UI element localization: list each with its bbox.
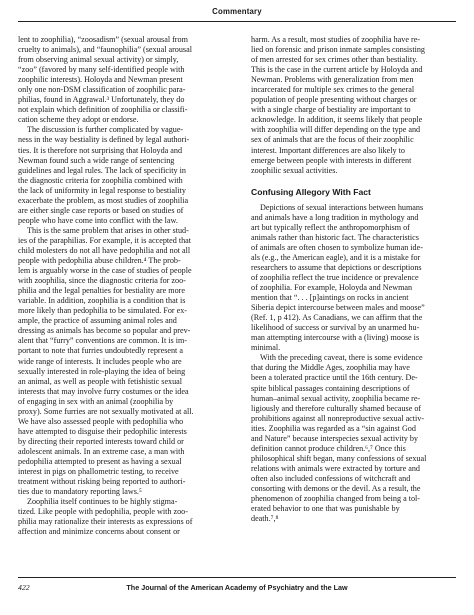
text-line: sexually interested in role-playing the idea of being [18, 366, 186, 376]
text-line: the lack of uniformity in legal response to bestiality [18, 185, 186, 195]
text-line: of animals are often chosen to symbolize human ide- [251, 242, 423, 252]
text-line: “zoo” (favored by many self-identified people with [18, 65, 185, 75]
text-line: philia may rationalize their interests as expressions of [18, 517, 193, 527]
text-line: of engaging in sex with an animal (zoophilia by [18, 396, 174, 406]
section-heading: Confusing Allegory With Fact [251, 186, 371, 197]
text-line: prohibitions against all nonreproductive sexual activ- [251, 413, 425, 423]
text-line: erated behavior to one that was punishable by [251, 504, 400, 514]
text-line: ities. Zoophilia was regarded as a “sin against God [251, 423, 416, 433]
text-line: ties. It is therefore not surprising that Holoyda and [18, 145, 183, 155]
text-line: ies of the paraphilias. For example, it is accepted that [18, 235, 192, 245]
text-line: zoophilic interests). Holoyda and Newman present [18, 75, 183, 85]
text-line: This is the case in the current article by Holoyda and [251, 65, 423, 75]
text-line: of men arrested for sex crimes other than bestiality. [251, 55, 418, 65]
text-line: alent that “furry” conventions are common. It is im- [18, 336, 187, 346]
text-line: acknowledge. In addition, it seems likely that people [251, 115, 423, 125]
text-line: phenomenon of zoophilia changed from being a tol- [251, 494, 420, 504]
text-line: Newman. Problems with generalization from men [251, 75, 414, 85]
text-line: Newman found such a wide range of sentencing [18, 155, 175, 165]
text-line: cation scheme they adopt or endorse. [18, 115, 139, 125]
text-line: We have also assessed people with pedophilia who [18, 416, 184, 426]
text-line: ties due to mandatory reporting laws.⁵ [18, 487, 142, 497]
text-line: human–animal sexual activity, zoophilia became re- [251, 393, 421, 403]
text-line: of zoophilia reflect the true incidence or prevalence [251, 272, 419, 282]
text-line: cruelty to animals), and “faunophilia” (sexual arousal [18, 45, 192, 55]
text-line: spite biblical passages containing descriptions of [251, 383, 410, 393]
text-line: emerge between people with interests in different [251, 155, 412, 165]
text-line: man attempting intercourse with a (living) moose is [251, 333, 420, 343]
text-line: likelihood of success or survival by an unarmed hu- [251, 323, 420, 333]
right-column-top-text [251, 35, 457, 176]
text-line: are either single case reports or based on studies of [18, 205, 184, 215]
text-line: minimal. [251, 343, 281, 353]
text-line: exacerbate the problem, as most studies of zoophilia [18, 195, 189, 205]
running-header: Commentary [212, 7, 262, 16]
text-line: dressing as animals has become so popular and prev- [18, 326, 191, 336]
text-line: philia and the legal penalties for bestiality are more [18, 286, 185, 296]
text-line: only one non-DSM classification of zoophilic para- [18, 85, 186, 95]
text-line: death.⁷,⁸ [251, 514, 279, 524]
text-line: mention that “. . . [p]aintings on rocks in ancient [251, 293, 409, 303]
text-line: incarcerated for multiple sex crimes to the general [251, 85, 415, 95]
text-line: researchers to assume that depictions or descriptions [251, 262, 422, 272]
text-line: the diagnostic criteria for zoophilia combined with [18, 175, 183, 185]
text-line: wide range of interests. It includes people who are [18, 356, 182, 366]
text-line: been a tolerated practice until the 16th century. De- [251, 373, 418, 383]
text-line: with zoophilia, since the diagnostic criteria for zoo- [18, 276, 186, 286]
right-column [251, 35, 457, 524]
text-line: have attempted to disguise their pedophilic interests [18, 426, 187, 436]
text-line: of zoophilia. For example, Holoyda and Newman [251, 283, 413, 293]
text-line: treatment without risking being reported to authori- [18, 477, 186, 487]
journal-title: The Journal of the American Academy of Psychiatry and the Law [126, 583, 348, 592]
text-line: interest in pigs on phallometric testing, to receive [18, 467, 179, 477]
text-line: guidelines and legal rules. The lack of specificity in [18, 165, 186, 175]
text-line: and Nature” because interspecies sexual activity by [251, 433, 418, 443]
text-line: people who have come into conflict with the law. [18, 215, 178, 225]
footer-rule [18, 577, 456, 578]
text-line: Zoophilia itself continues to be highly stigma- [27, 497, 178, 507]
text-line: adolescent animals. In an extreme case, a man with [18, 446, 185, 456]
text-line: philosophical shift began, many confessions of sexual [251, 453, 427, 463]
text-line: by directing their reported interests toward child or [18, 436, 184, 446]
text-line: zoophilic sexual activities. [251, 165, 338, 175]
text-line: more likely than pedophilia to be simulated. For ex- [18, 306, 188, 316]
text-line: from observing animal sexual activity) or simply, [18, 55, 179, 65]
text-line: This is the same problem that arises in other stud- [27, 225, 189, 235]
header-rule [18, 21, 456, 22]
text-line: often also included confessions of witchcraft and [251, 473, 411, 483]
text-line: consorting with demons or the devil. As a result, the [251, 483, 421, 493]
text-line: lem is arguably worse in the case of studies of people [18, 266, 192, 276]
text-line: people with pedophilia abuse children.⁴ The prob- [18, 256, 181, 266]
text-line: with a single charge of bestiality are important to [251, 105, 411, 115]
text-line: affection and minimize concerns about consent or [18, 527, 180, 537]
text-line: philias, found in Aggrawal.³ Unfortunately, they do [18, 95, 185, 105]
text-line: tized. Like people with pedophilia, people with zoo- [18, 507, 188, 517]
text-line: child molesters do not all have pedophilia and not all [18, 245, 191, 255]
text-line: and animals have a long tradition in mythology and [251, 212, 419, 222]
text-line: variable. In addition, zoophilia is a condition that is [18, 296, 186, 306]
right-column-bottom-text [251, 203, 457, 525]
text-line: (Ref. 1, p 412). As Canadians, we can affirm that the [251, 313, 423, 323]
text-line: interest. Important differences are also likely to [251, 145, 405, 155]
text-line: Siberia depict intercourse between males and moose” [251, 303, 425, 313]
text-line: Depictions of sexual interactions between humans [260, 202, 424, 212]
text-line: relations with animals were extracted by torture and [251, 463, 420, 473]
text-line: with zoophilia will differ depending on the type and [251, 125, 421, 135]
text-line: interests that may involve furry costumes or the idea [18, 386, 189, 396]
text-line: definition cannot produce children.⁶,⁷ Once this [251, 443, 406, 453]
text-line: art but typically reflect the anthropomorphism of [251, 222, 410, 232]
text-line: animals rather than historic fact. The characteristics [251, 232, 419, 242]
text-line: portant to note that furries undoubtedly represent a [18, 346, 183, 356]
text-line: With the preceding caveat, there is some evidence [260, 353, 423, 363]
text-line: harm. As a result, most studies of zoophilia have re- [251, 35, 421, 44]
text-line: lent to zoophilia), “zoosadism” (sexual arousal from [18, 35, 188, 44]
left-column [18, 35, 224, 537]
text-line: sex of animals that are the focus of their zoophilic [251, 135, 414, 145]
text-line: lied on forensic and prison inmate samples consisting [251, 45, 425, 55]
text-line: ness in the way bestiality is defined by legal authori- [18, 135, 190, 145]
text-line: ligiously and therefore culturally shamed because of [251, 403, 422, 413]
text-line: pedophilia attempted to present as having a sexual [18, 456, 182, 466]
text-line: an animal, as well as people with fetishistic sexual [18, 376, 183, 386]
page-number: 422 [18, 583, 30, 592]
text-line: not explain which definition of zoophilia or classifi- [18, 105, 188, 115]
text-line: The discussion is further complicated by vague- [27, 125, 184, 135]
text-line: ample, the practice of assuming animal roles and [18, 316, 177, 326]
text-line: that during the Middle Ages, zoophilia may have [251, 363, 410, 373]
text-line: proxy). Some furries are not sexually motivated at all. [18, 406, 194, 416]
text-line: population of people presenting without charges or [251, 95, 417, 105]
text-line: als (e.g., the American eagle), and it is a mistake for [251, 252, 421, 262]
